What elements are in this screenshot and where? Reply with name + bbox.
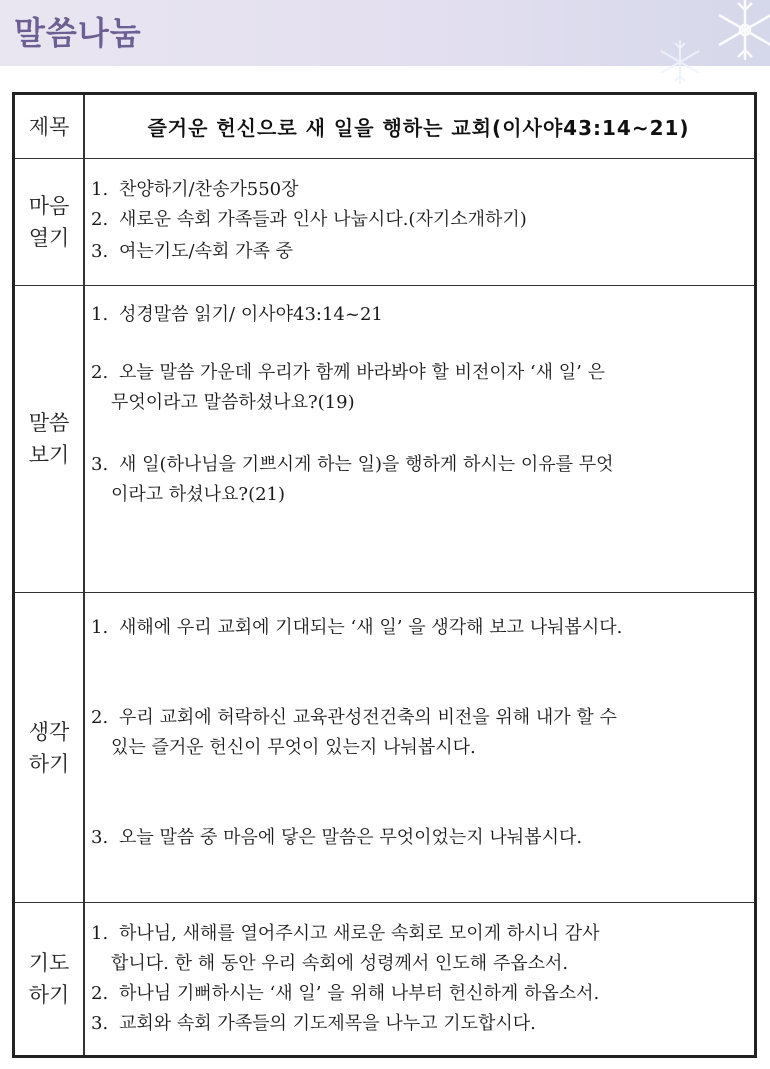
item-number: 2. xyxy=(91,707,109,728)
header-band xyxy=(0,0,770,66)
section-row-read-word xyxy=(15,286,754,593)
item-text: 새 일(하나님을 기쁘시게 하는 일)을 행하게 하시는 이유를 무엇 xyxy=(119,454,614,475)
list-item xyxy=(91,450,746,510)
section-label xyxy=(15,903,83,1055)
item-number: 3. xyxy=(91,241,109,262)
list-item xyxy=(91,300,746,330)
section-label-line: 하기 xyxy=(28,983,70,1007)
section-label xyxy=(15,286,83,592)
item-number: 3. xyxy=(91,454,109,475)
section-label-line: 말씀 xyxy=(28,411,70,435)
item-text: 새로운 속회 가족들과 인사 나눕시다.(자기소개하기) xyxy=(119,209,527,230)
section-content xyxy=(91,286,746,592)
item-number: 2. xyxy=(91,983,109,1004)
item-text: 성경말씀 읽기/ 이사야43:14~21 xyxy=(119,304,383,325)
section-label-line: 기도 xyxy=(28,951,70,975)
column-divider xyxy=(83,593,85,902)
section-label-line: 생각 xyxy=(28,719,70,744)
list-item xyxy=(91,237,746,267)
item-text: 오늘 말씀 가운데 우리가 함께 바라봐야 할 비전이자 ‘새 일’ 은 xyxy=(119,362,605,383)
list-item xyxy=(91,358,746,418)
list-item xyxy=(91,703,746,763)
list-item xyxy=(91,175,746,205)
item-text: 하나님 기뻐하시는 ‘새 일’ 을 위해 나부터 헌신하게 하옵소서. xyxy=(119,983,600,1004)
list-item xyxy=(91,205,746,235)
section-row-pray xyxy=(15,903,754,1055)
item-number: 1. xyxy=(91,179,109,200)
section-label-line: 마음 xyxy=(28,194,70,218)
section-label xyxy=(15,159,83,285)
item-number: 2. xyxy=(91,362,109,383)
list-item xyxy=(91,979,746,1009)
lesson-title: 즐거운 헌신으로 새 일을 행하는 교회(이사야43:14~21) xyxy=(147,116,690,140)
item-number: 3. xyxy=(91,827,109,848)
section-content xyxy=(91,159,746,285)
section-content xyxy=(91,903,746,1055)
item-text: 교회와 속회 가족들의 기도제목을 나누고 기도합시다. xyxy=(119,1013,536,1034)
section-label xyxy=(15,593,83,902)
section-row-think xyxy=(15,593,754,903)
section-content xyxy=(91,593,746,902)
section-title: 말씀나눔 xyxy=(14,14,142,52)
list-item xyxy=(91,919,746,979)
item-text-continued: 이라고 하셨나요?(21) xyxy=(111,484,286,505)
item-text-continued: 합니다. 한 해 동안 우리 속회에 성령께서 인도해 주옵소서. xyxy=(111,953,569,974)
title-row xyxy=(15,95,754,159)
item-number: 1. xyxy=(91,304,109,325)
section-label-line: 열기 xyxy=(28,226,70,250)
item-number: 3. xyxy=(91,1013,109,1034)
column-divider xyxy=(83,159,85,285)
item-number: 1. xyxy=(91,617,109,638)
snowflake-icon xyxy=(640,0,770,92)
item-text: 여는기도/속회 가족 중 xyxy=(119,241,293,262)
item-text: 하나님, 새해를 열어주시고 새로운 속회로 모이게 하시니 감사 xyxy=(119,923,600,944)
item-text: 찬양하기/찬송가550장 xyxy=(119,179,299,200)
item-text: 새해에 우리 교회에 기대되는 ‘새 일’ 을 생각해 보고 나눠봅시다. xyxy=(119,617,623,638)
item-text: 우리 교회에 허락하신 교육관성전건축의 비전을 위해 내가 할 수 xyxy=(119,707,617,728)
list-item xyxy=(91,1009,746,1039)
item-number: 2. xyxy=(91,209,109,230)
section-row-open-heart xyxy=(15,159,754,286)
section-label-line: 하기 xyxy=(28,751,70,776)
column-divider xyxy=(83,286,85,592)
item-number: 1. xyxy=(91,923,109,944)
title-label: 제목 xyxy=(28,114,70,139)
section-label-line: 보기 xyxy=(28,443,70,467)
list-item xyxy=(91,613,746,643)
list-item xyxy=(91,823,746,853)
study-sheet-table xyxy=(12,92,757,1058)
column-divider xyxy=(83,903,85,1055)
item-text-continued: 무엇이라고 말씀하셨나요?(19) xyxy=(111,392,355,413)
item-text: 오늘 말씀 중 마음에 닿은 말씀은 무엇이었는지 나눠봅시다. xyxy=(119,827,583,848)
item-text-continued: 있는 즐거운 헌신이 무엇이 있는지 나눠봅시다. xyxy=(111,737,476,758)
